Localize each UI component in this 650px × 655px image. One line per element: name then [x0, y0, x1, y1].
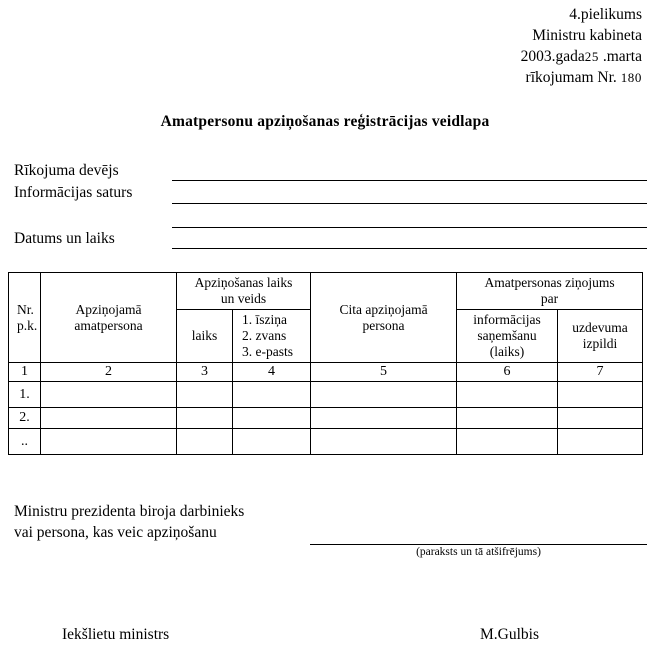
header-veids-item-2: 2. zvans: [242, 328, 287, 343]
header-amatpersona-line1: Apziņojamā: [75, 301, 142, 317]
header-uzdevuma-line2: izpildi: [582, 336, 618, 351]
field-rule-informacijas-saturs-continued[interactable]: [172, 227, 647, 228]
signature-role-line2: vai persona, kas veic apziņošanu: [14, 524, 217, 541]
cell-laiks[interactable]: [177, 429, 233, 455]
cell-uzdevums[interactable]: [558, 429, 643, 455]
header-cita-persona-line2: persona: [362, 317, 405, 333]
signature-rule[interactable]: [310, 544, 647, 545]
header-order-prefix: rīkojumam Nr.: [525, 69, 617, 86]
row-number: ..: [9, 429, 41, 455]
header-line-date: [521, 46, 642, 67]
header-cell-cita-persona: [311, 273, 457, 363]
column-number-5: 5: [311, 363, 457, 382]
page-title: Amatpersonu apziņošanas reģistrācijas veidlapa: [160, 113, 490, 130]
header-line-order: [521, 67, 642, 88]
row-number: 1.: [9, 382, 41, 408]
header-date-day: 25: [584, 49, 599, 64]
table-row[interactable]: [9, 382, 643, 408]
header-line-cabinet: Ministru kabineta: [532, 27, 642, 44]
minister-role-label: Iekšlietu ministrs: [62, 626, 170, 643]
field-label-informacijas-saturs: Informācijas saturs: [14, 184, 133, 201]
header-uzdevuma-line1: uzdevuma: [572, 320, 628, 335]
field-label-rikojuma-devejs: Rīkojuma devējs: [14, 162, 119, 179]
cell-informacija[interactable]: [457, 382, 558, 408]
cell-cita-persona[interactable]: [311, 429, 457, 455]
cell-informacija[interactable]: [457, 408, 558, 429]
header-line-annex: 4.pielikums: [569, 6, 642, 23]
header-zinojums-line2: par: [540, 291, 559, 306]
cell-uzdevums[interactable]: [558, 408, 643, 429]
signature-role-text: [14, 501, 244, 543]
table-row[interactable]: [9, 408, 643, 429]
cell-laiks[interactable]: [177, 382, 233, 408]
field-rule-rikojuma-devejs[interactable]: [172, 180, 647, 181]
header-cell-amatpersona: [41, 273, 177, 363]
column-number-7: 7: [558, 363, 643, 382]
cell-amatpersona[interactable]: [41, 382, 177, 408]
row-number: 2.: [9, 408, 41, 429]
cell-veids[interactable]: [233, 429, 311, 455]
cell-uzdevums[interactable]: [558, 382, 643, 408]
header-cell-apzinosanas-laiks-un-veids: [177, 273, 311, 310]
signature-role-line1: Ministru prezidenta biroja darbinieks: [14, 503, 245, 520]
header-apzinosanas-line1: Apziņošanas laiks: [194, 275, 293, 290]
column-number-2: 2: [41, 363, 177, 382]
header-informacijas-line1: informācijas: [473, 312, 541, 327]
header-cell-uzdevuma-izpildi: [558, 310, 643, 363]
column-number-1: 1: [9, 363, 41, 382]
cell-cita-persona[interactable]: [311, 408, 457, 429]
header-cita-persona-line1: Cita apziņojamā: [339, 301, 428, 317]
header-zinojums-line1: Amatpersonas ziņojums: [484, 275, 615, 290]
header-informacijas-line2: saņemšanu: [477, 328, 537, 343]
document-header: [521, 4, 642, 88]
header-order-number: 180: [620, 70, 642, 85]
minister-name-label: M.Gulbis: [480, 626, 539, 643]
cell-laiks[interactable]: [177, 408, 233, 429]
header-apzinosanas-line2: un veids: [220, 291, 267, 306]
cell-cita-persona[interactable]: [311, 382, 457, 408]
field-rule-datums-un-laiks[interactable]: [172, 248, 647, 249]
header-informacijas-line3: (laiks): [489, 344, 525, 359]
cell-amatpersona[interactable]: [41, 408, 177, 429]
header-cell-nr-pk: [9, 273, 41, 363]
header-cell-informacijas-sanemsanu: [457, 310, 558, 363]
cell-informacija[interactable]: [457, 429, 558, 455]
header-veids-item-1: 1. īsziņa: [242, 312, 287, 327]
header-date-prefix: 2003.gada: [520, 48, 585, 65]
table-row[interactable]: [9, 429, 643, 455]
cell-veids[interactable]: [233, 408, 311, 429]
header-nr-pk-line1: Nr.: [17, 301, 34, 317]
table-header-row-main: [9, 273, 643, 310]
header-nr-pk-line2: p.k.: [17, 317, 38, 333]
column-number-6: 6: [457, 363, 558, 382]
column-number-3: 3: [177, 363, 233, 382]
field-label-datums-un-laiks: Datums un laiks: [14, 230, 115, 247]
header-cell-laiks: laiks: [177, 310, 233, 363]
header-veids-item-3: 3. e-pasts: [242, 344, 293, 359]
cell-amatpersona[interactable]: [41, 429, 177, 455]
field-rule-informacijas-saturs[interactable]: [172, 203, 647, 204]
registration-table: [8, 272, 643, 455]
header-cell-amatpersonas-zinojums: [457, 273, 643, 310]
signature-caption: (paraksts un tā atšifrējums): [416, 546, 541, 558]
header-amatpersona-line2: amatpersona: [74, 317, 143, 333]
header-cell-veids: [233, 310, 311, 363]
cell-veids[interactable]: [233, 382, 311, 408]
table-column-number-row: [9, 363, 643, 382]
header-date-suffix: .marta: [602, 48, 642, 65]
column-number-4: 4: [233, 363, 311, 382]
